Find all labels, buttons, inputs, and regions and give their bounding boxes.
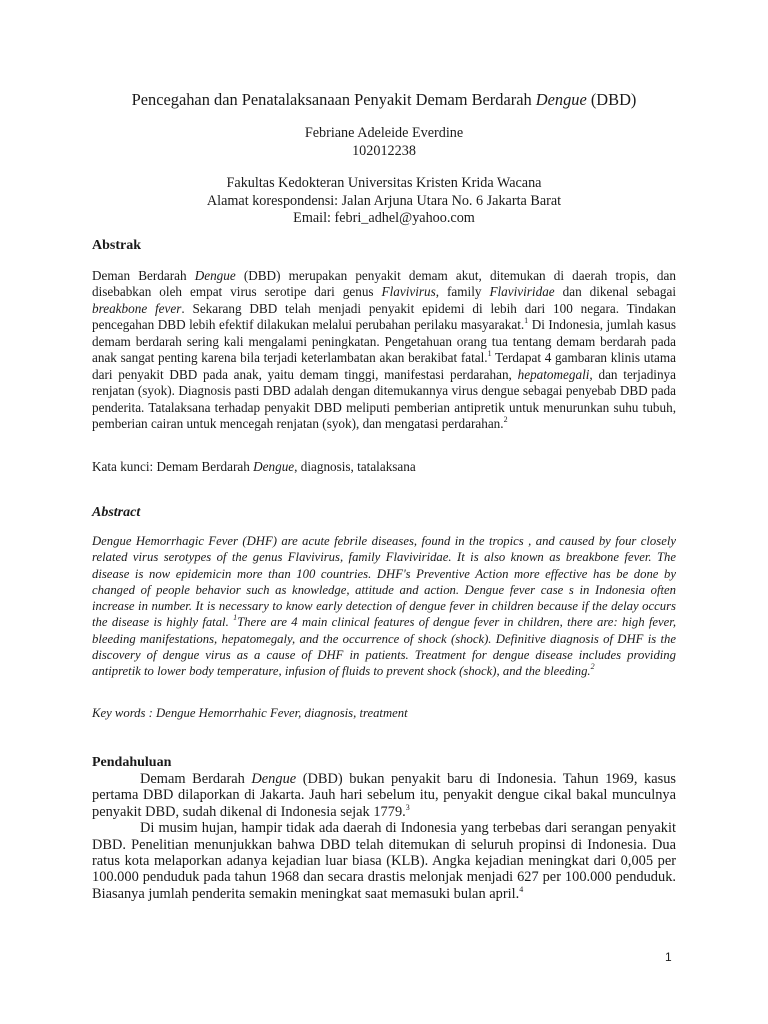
citation-ref: 1 xyxy=(487,349,492,359)
citation-ref: 3 xyxy=(405,802,410,812)
citation-ref: 4 xyxy=(519,884,524,894)
pendahuluan-body xyxy=(92,771,676,902)
author-block xyxy=(92,125,676,160)
author-name: Febriane Adeleide Everdine xyxy=(304,125,464,141)
pendahuluan-paragraph-1: Demam Berdarah Dengue (DBD) bukan penyakit baru di Indonesia. Tahun 1969, kasus pertama DBD dilaporkan di Jakarta. Jauh hari sebelum itu, penyakit dengue cikal bakal munculnya penyakit DBD, sudah dikenal di Indonesia sejak 1779.$^3$ xyxy=(92,771,676,820)
affiliation-address: Alamat korespondensi: Jalan Arjuna Utara No. 6 Jakarta Barat xyxy=(206,192,562,209)
pendahuluan-paragraph-2: Di musim hujan, hampir tidak ada daerah di Indonesia yang terbebas dari serangan penyakit DBD. Penelitian menunjukkan bahwa DBD telah ditemukan di seluruh propinsi di Indonesia. Dua ratus kota melaporkan adanya kejadian luar biasa (KLB). Angka kejadian meningkat dari 0,005 per 100.000 penduduk pada tahun 1968 dan secara drastis melonjak menjadi 627 per 100.000 penduduk. Biasanya jumlah penderita semakin meningkat saat memasuki bulan april.$^4$ xyxy=(92,820,676,902)
abstrak-paragraph: Deman Berdarah Dengue (DBD) merupakan penyakit demam akut, ditemukan di daerah tropis, dan disebabkan oleh empat virus serotipe dari genus Flavivirus, family Flaviviridae dan dikenal sebagai breakbone fever. Sekarang DBD telah menjadi penyakit epidemi di lebih dari 100 negara. Tindakan pencegahan DBD lebih efektif dilakukan melalui perubahan perilaku masyarakat.$^1$ Di Indonesia, jumlah kasus demam berdarah sering kali mengalami peningkatan. Pengetahuan orang tua tentang demam berdarah pada anak sangat penting karena bila terjadi keterlambatan akan berakibat fatal.$^1$ Terdapat 4 gambaran klinis utama dari penyakit DBD pada anak, yaitu demam tinggi, manifestasi perdarahan, hepatomegali, dan terjadinya renjatan (syok). Diagnosis pasti DBD adalah dengan ditemukannya virus dengue sebagai penyebab DBD pada penderita. Tatalaksana terhadap penyakit DBD meliputi pemberian antipretik untuk menurunkan suhu tubuh, pemberian cairan untuk mencegah renjatan (syok), dan mengatasi perdarahan.$^2$ xyxy=(92,268,677,432)
page-number: 1 xyxy=(665,950,672,964)
abstract-heading: Abstract xyxy=(92,505,141,520)
citation-ref: 2 xyxy=(590,662,595,672)
abstract-keywords: Key words : Dengue Hemorrhahic Fever, diagnosis, treatment xyxy=(92,706,408,720)
pendahuluan-heading: Pendahuluan xyxy=(92,755,172,770)
citation-ref: 1 xyxy=(524,316,529,326)
citation-ref: 2 xyxy=(503,415,508,425)
title-text: Pencegahan dan Penatalaksanaan Penyakit Demam Berdarah xyxy=(131,90,536,109)
abstrak-keywords: Kata kunci: Demam Berdarah Dengue, diagnosis, tatalaksana xyxy=(92,459,416,474)
paper-title xyxy=(78,90,690,110)
author-id: 102012238 xyxy=(352,142,416,159)
title-suffix: (DBD) xyxy=(586,90,637,109)
abstrak-heading: Abstrak xyxy=(92,238,142,253)
affiliation-faculty: Fakultas Kedokteran Universitas Kristen Krida Wacana xyxy=(226,175,542,191)
title-italic-dengue: Dengue xyxy=(535,90,587,109)
citation-ref: 1 xyxy=(233,613,238,623)
affiliation-block xyxy=(92,175,676,228)
affiliation-email: Email: febri_adhel@yahoo.com xyxy=(293,210,475,226)
abstract-paragraph: Dengue Hemorrhagic Fever (DHF) are acute febrile diseases, found in the tropics , and caused by four closely related virus serotypes of the genus Flavivirus, family Flaviviridae. It is also known as breakbone fever. The disease is now epidemicin more than 100 countries. DHF's Preventive Action more effective has be done by changed of people behavior such as knowledge, attitude and action. Dengue fever case s in Indonesia often increase in number. It is necessary to know early detection of dengue fever in children because if the delay occurs the disease is highly fatal. $^1$There are 4 main clinical features of dengue fever in children, there are: high fever, bleeding manifestations, hepatomegaly, and the occurrence of shock (shock). Definitive diagnosis of DHF is the discovery of dengue virus as a cause of DHF in patients. Treatment for dengue disease includes providing antipretik to lower body temperature, infusion of fluids to prevent shock (shock), and the bleeding.$^2$ xyxy=(92,534,676,679)
